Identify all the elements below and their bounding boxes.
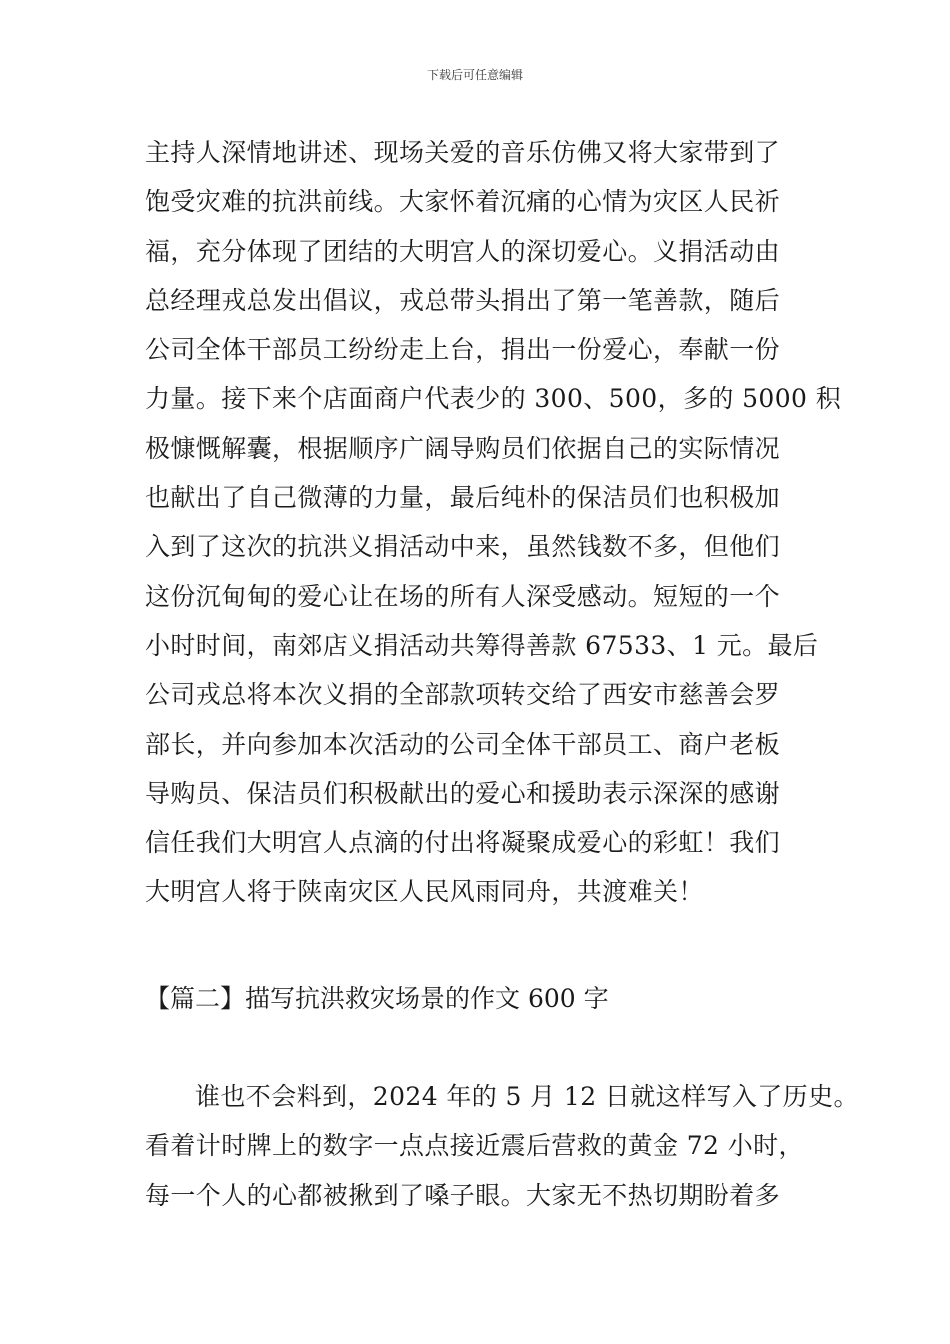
text-line: 主持人深情地讲述、现场关爱的音乐仿佛又将大家带到了 bbox=[145, 138, 781, 167]
text-line: 这份沉甸甸的爱心让在场的所有人深受感动。短短的一个 bbox=[145, 581, 781, 611]
section-heading: 【篇二】描写抗洪救灾场景的作文 600 字 bbox=[145, 984, 609, 1013]
paragraph-2 bbox=[145, 1072, 859, 1220]
text-line: 公司戎总将本次义捐的全部款项转交给了西安市慈善会罗 bbox=[145, 680, 781, 710]
text-line: 总经理戎总发出倡议，戎总带头捐出了第一笔善款，随后 bbox=[145, 285, 781, 315]
page-header: 下载后可任意编辑 bbox=[426, 68, 523, 82]
text-line: 福，充分体现了团结的大明宫人的深切爱心。义捐活动由 bbox=[145, 236, 781, 266]
text-line: 饱受灾难的抗洪前线。大家怀着沉痛的心情为灾区人民祈 bbox=[145, 187, 781, 217]
text-line: 力量。接下来个店面商户代表少的 300、500，多的 5000 积 bbox=[145, 384, 842, 414]
paragraph-1 bbox=[145, 128, 842, 917]
text-line: 信任我们大明宫人点滴的付出将凝聚成爱心的彩虹！我们 bbox=[145, 828, 781, 858]
text-line: 大明宫人将于陕南灾区人民风雨同舟，共渡难关！ bbox=[145, 877, 704, 907]
text-line: 导购员、保洁员们积极献出的爱心和援助表示深深的感谢 bbox=[145, 778, 781, 808]
text-line: 谁也不会料到，2024 年的 5 月 12 日就这样写入了历史。 bbox=[195, 1082, 859, 1111]
text-line: 看着计时牌上的数字一点点接近震后营救的黄金 72 小时， bbox=[145, 1131, 804, 1161]
text-line: 极慷慨解囊，根据顺序广阔导购员们依据自己的实际情况 bbox=[145, 433, 781, 463]
text-line: 小时时间，南郊店义捐活动共筹得善款 67533、1 元。最后 bbox=[145, 630, 819, 660]
text-line: 每一个人的心都被揪到了嗓子眼。大家无不热切期盼着多 bbox=[145, 1180, 781, 1210]
text-line: 也献出了自己微薄的力量，最后纯朴的保洁员们也积极加 bbox=[145, 483, 781, 513]
text-line: 部长，并向参加本次活动的公司全体干部员工、商户老板 bbox=[145, 729, 781, 759]
text-line: 公司全体干部员工纷纷走上台，捐出一份爱心，奉献一份 bbox=[145, 335, 781, 365]
text-line: 入到了这次的抗洪义捐活动中来，虽然钱数不多，但他们 bbox=[145, 532, 781, 562]
